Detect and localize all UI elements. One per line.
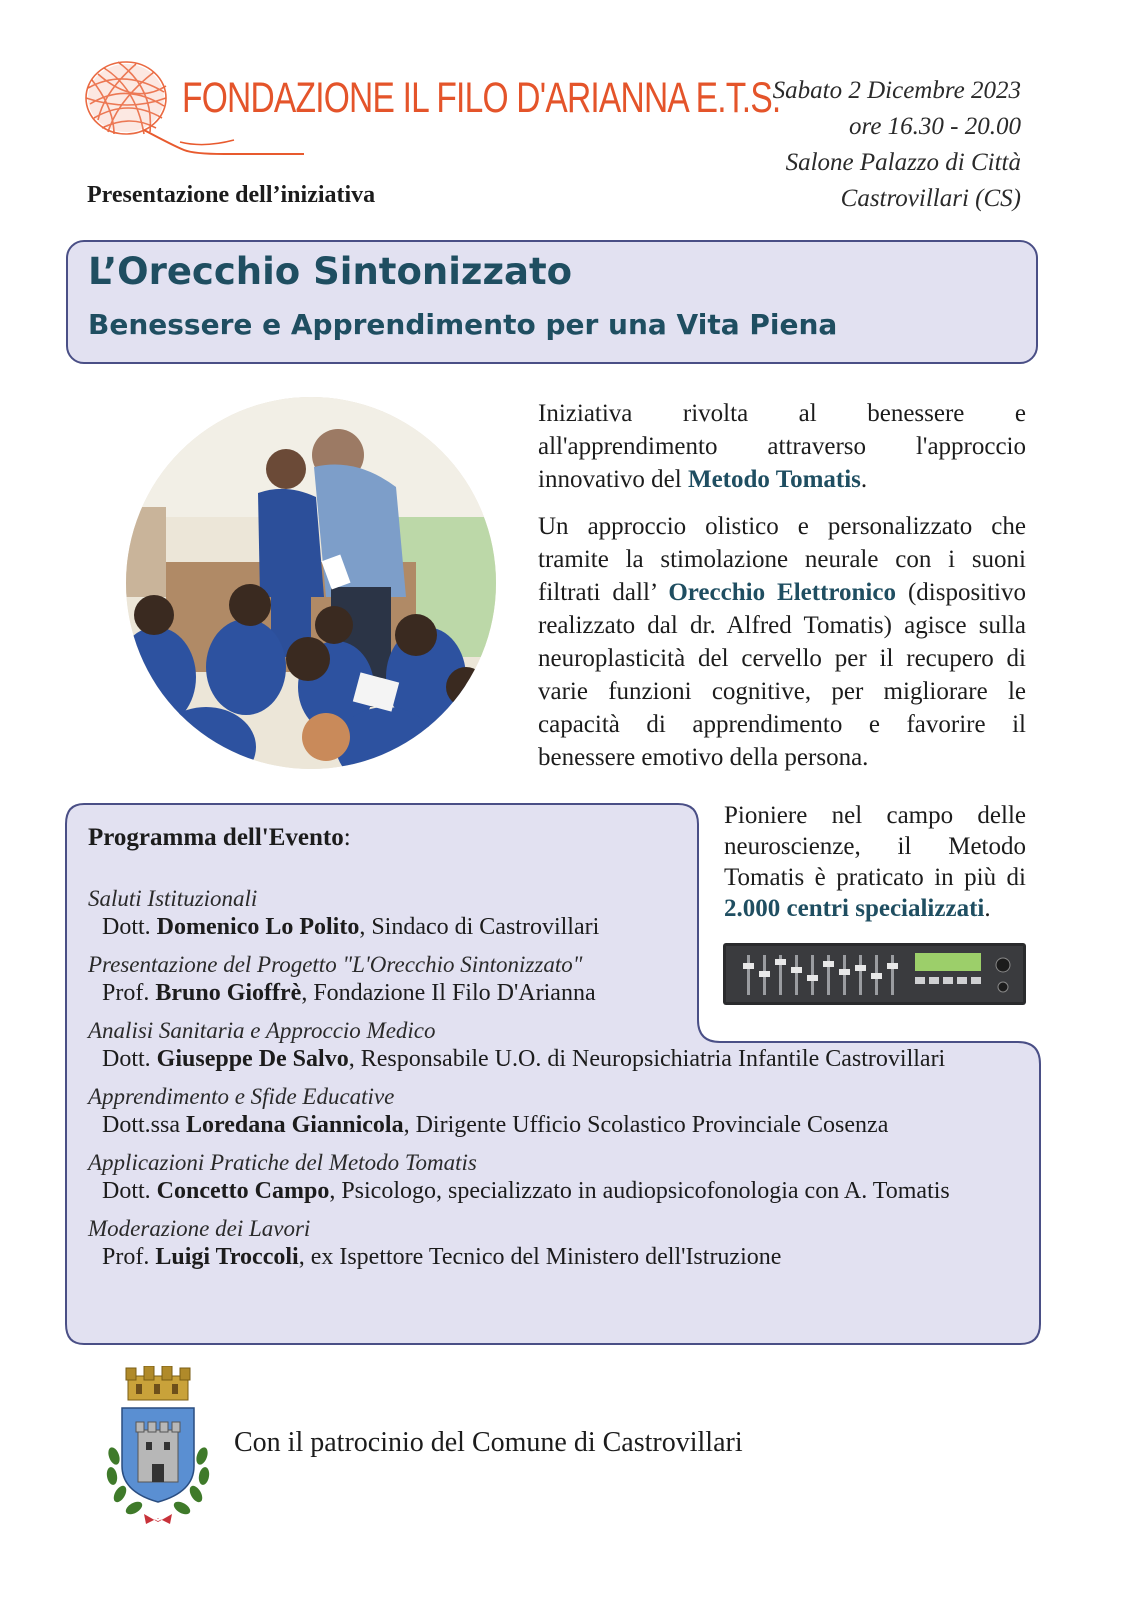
program-speaker: Dott. Domenico Lo Polito, Sindaco di Castrovillari [102, 914, 600, 940]
title-box [66, 240, 1038, 364]
description-paragraph-2: Un approccio olistico e personalizzato che tramite la stimolazione neurale con i suoni filtrati dall’ Orecchio Elettronico (dispositivo realizzato dal dr. Alfred Tomatis) agisce sulla neuroplasticità del cervello per il recupero di varie funzioni cognitive, per migliorare le capacità di apprendimento e favorire il benessere emotivo della persona. [538, 513, 1027, 771]
org-name: FONDAZIONE IL FILO D'ARIANNA E.T.S. [182, 74, 781, 122]
description [538, 397, 1026, 788]
program-speaker: Prof. Bruno Gioffrè, Fondazione Il Filo D'Arianna [102, 980, 596, 1006]
program-item [88, 1018, 1038, 1074]
electronic-ear-device-image [723, 941, 1026, 1007]
description-paragraph-1: Iniziativa rivolta al benessere e all'apprendimento attraverso l'approccio innovativo del Metodo Tomatis. [538, 400, 1026, 493]
classroom-photo [126, 397, 496, 769]
program-role: Moderazione dei Lavori [88, 1216, 311, 1241]
presentation-label: Presentazione dell’iniziativa [87, 182, 376, 208]
event-info [773, 73, 1021, 217]
event-city: Castrovillari (CS) [840, 185, 1021, 212]
program-speaker: Dott.ssa Loredana Giannicola, Dirigente Ufficio Scolastico Provinciale Cosenza [102, 1112, 889, 1138]
coat-of-arms-castrovillari [98, 1366, 218, 1528]
program-role: Apprendimento e Sfide Educative [88, 1084, 395, 1109]
program-item [88, 1150, 1038, 1206]
page-title: L’Orecchio Sintonizzato [88, 250, 573, 293]
program-speaker: Prof. Luigi Troccoli, ex Ispettore Tecnico del Ministero dell'Istruzione [102, 1244, 782, 1270]
program-speaker: Dott. Concetto Campo, Psicologo, specializzato in audiopsicofonologia con A. Tomatis [102, 1178, 950, 1204]
program-speaker: Dott. Giuseppe De Salvo, Responsabile U.O. di Neuropsichiatria Infantile Castrovillari [102, 1046, 946, 1072]
event-venue: Salone Palazzo di Città [785, 149, 1021, 176]
program-role: Saluti Istituzionali [88, 886, 258, 911]
program-role: Applicazioni Pratiche del Metodo Tomatis [88, 1150, 477, 1175]
event-time: ore 16.30 - 20.00 [849, 113, 1021, 140]
program-role: Presentazione del Progetto "L'Orecchio Sintonizzato" [88, 952, 583, 977]
method-highlight: Metodo Tomatis [687, 466, 861, 493]
event-date: Sabato 2 Dicembre 2023 [772, 77, 1021, 104]
centers-highlight: 2.000 centri specializzati [724, 895, 985, 922]
program-title: Programma dell'Evento: [88, 824, 351, 851]
program-role: Analisi Sanitaria e Approccio Medico [88, 1018, 436, 1043]
device-highlight: Orecchio Elettronico [668, 579, 896, 606]
page-subtitle: Benessere e Apprendimento per una Vita Piena [88, 308, 838, 341]
pioneer-text: Pioniere nel campo delle neuroscienze, il Metodo Tomatis è praticato in più di 2.000 centri specializzati. [724, 802, 1026, 922]
program-item [88, 1216, 1038, 1272]
program-item [88, 1084, 1038, 1140]
patronage-text: Con il patrocinio del Comune di Castrovillari [234, 1427, 743, 1458]
